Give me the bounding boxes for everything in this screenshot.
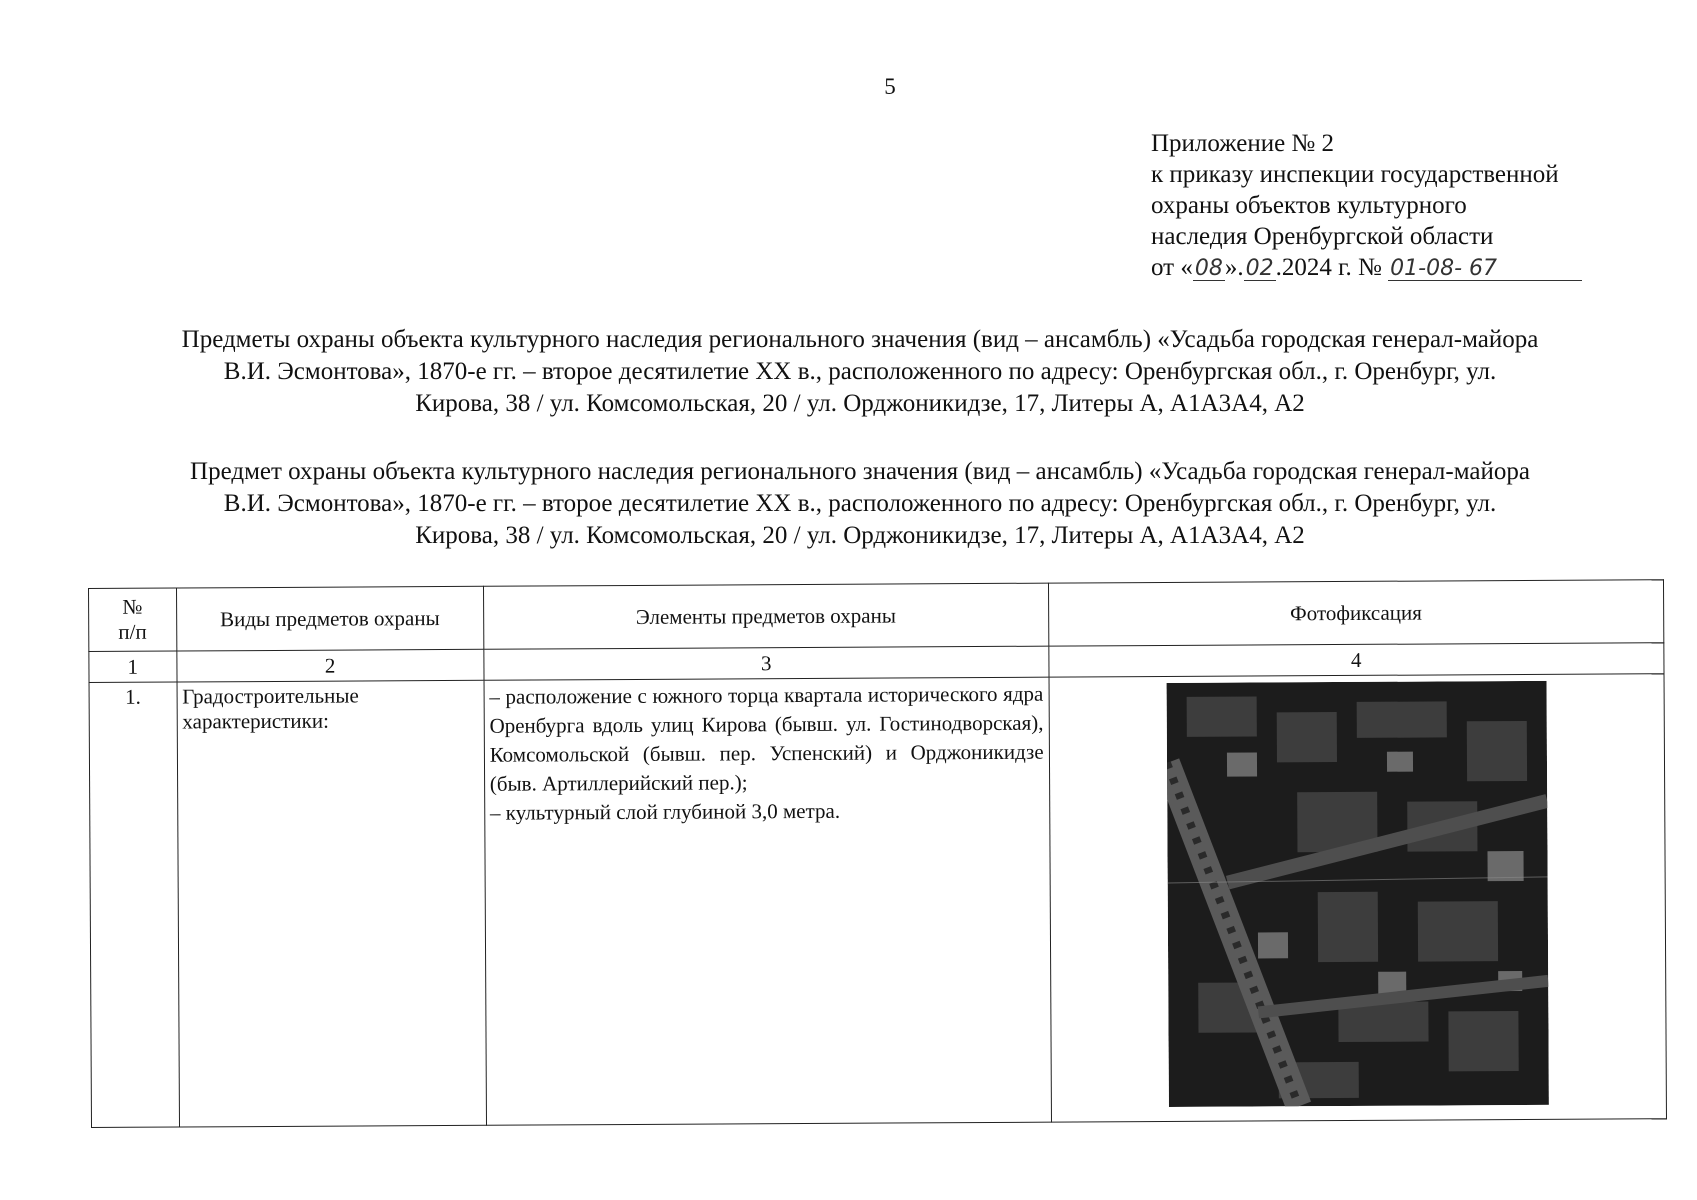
col-number: 2	[176, 649, 483, 682]
header-num-symbol: №	[122, 594, 143, 619]
appendix-line: к приказу инспекции государственной	[1151, 161, 1559, 188]
row-type: Градостроительные характеристики:	[177, 680, 487, 1127]
handwritten-month: 02	[1245, 256, 1274, 281]
heading-line: Кирова, 38 / ул. Комсомольская, 20 / ул. Орджоникидзе, 17, Литеры А, А1А3А4, А2	[415, 390, 1305, 417]
header-num-abbr: п/п	[118, 619, 147, 644]
heading-protection-subjects	[60, 324, 1660, 420]
col-number: 4	[1049, 643, 1664, 677]
col-number: 1	[89, 651, 177, 682]
element-item: – культурный слой глубиной 3,0 метра.	[489, 798, 841, 825]
header-photo: Фотофиксация	[1048, 580, 1664, 646]
date-prefix: от «	[1151, 254, 1193, 281]
table-header-row	[89, 580, 1664, 652]
appendix-block	[1151, 128, 1582, 283]
handwritten-day: 08	[1194, 256, 1223, 281]
heading-protection-subject	[60, 456, 1660, 552]
header-num	[89, 588, 177, 651]
table-row	[89, 674, 1666, 1128]
row-number: 1.	[89, 682, 179, 1127]
appendix-title: Приложение № 2	[1151, 130, 1335, 157]
row-photo-cell	[1049, 674, 1667, 1122]
aerial-photo	[1166, 681, 1548, 1107]
col-number: 3	[484, 646, 1049, 680]
protection-table	[88, 579, 1667, 1128]
date-mid: ».	[1224, 254, 1244, 281]
heading-line: Кирова, 38 / ул. Комсомольская, 20 / ул. Орджоникидзе, 17, Литеры А, А1А3А4, А2	[415, 522, 1305, 549]
appendix-line: охраны объектов культурного	[1151, 192, 1467, 219]
header-elements: Элементы предметов охраны	[483, 583, 1048, 649]
element-item: – расположение с южного торца квартала исторического ядра Оренбурга вдоль улиц Кирова (бывш. ул. Гостинодворская), Комсомольской (бывш. пер. Успенский) и Орджоникидзе (быв. Артиллерийский пер.);	[489, 681, 1044, 796]
page-number: 5	[884, 74, 896, 99]
handwritten-doc-number: 01-08- 67	[1388, 258, 1582, 281]
heading-line: В.И. Эсмонтова», 1870-е гг. – второе десятилетие XX в., расположенного по адресу: Оренбургская обл., г. Оренбург, ул.	[223, 358, 1497, 385]
heading-line: Предметы охраны объекта культурного наследия регионального значения (вид – ансамбль) «Усадьба городская генерал-майора	[181, 326, 1539, 353]
row-elements	[484, 677, 1051, 1125]
date-year: .2024 г. №	[1275, 254, 1382, 281]
appendix-date-line	[1151, 252, 1582, 283]
heading-line: Предмет охраны объекта культурного наследия регионального значения (вид – ансамбль) «Усадьба городская генерал-майора	[190, 458, 1530, 485]
heading-line: В.И. Эсмонтова», 1870-е гг. – второе десятилетие XX в., расположенного по адресу: Оренбургская обл., г. Оренбург, ул.	[223, 490, 1497, 517]
header-types: Виды предметов охраны	[176, 586, 483, 651]
appendix-line: наследия Оренбургской области	[1151, 223, 1494, 250]
